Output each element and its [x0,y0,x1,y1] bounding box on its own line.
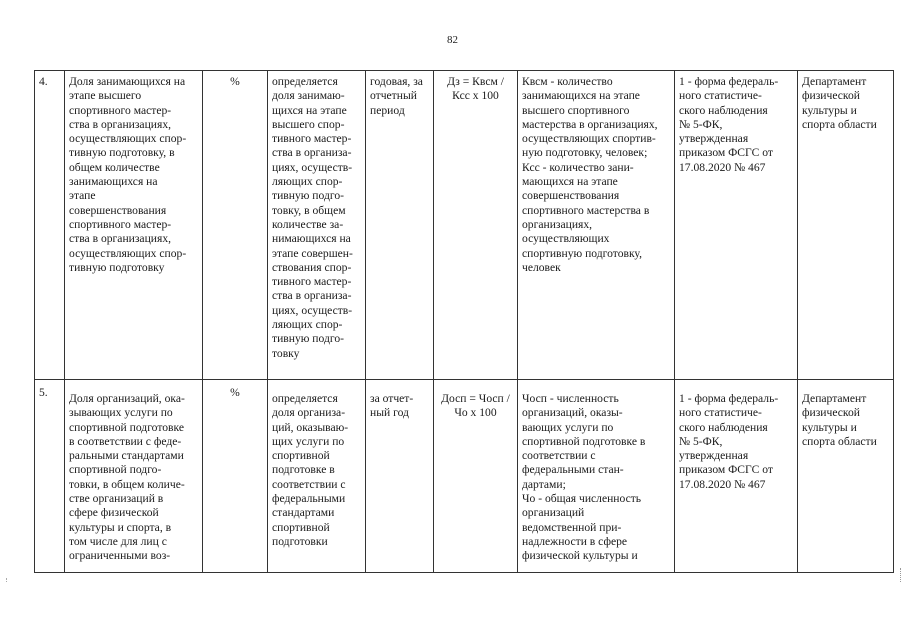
formula-cell: Дз = Квсм / Ксс х 100 [434,71,518,380]
page-number: 82 [447,34,458,46]
responsible-cell: Департамент физической культуры и спорта области [798,71,894,380]
period-cell: за отчет- ный год [366,380,434,573]
scan-edge-mark [6,578,11,582]
responsible-cell: Департамент физической культуры и спорта области [798,380,894,573]
definition-cell: определяется доля организа- ций, оказываю- щих услуги по спортивной подготовке в соответствии с федеральными стандартами спортивной подготовки [268,380,366,573]
period-cell: годовая, за отчетный период [366,71,434,380]
indicators-table [34,70,894,573]
unit-cell: % [203,380,268,573]
row-number-cell: 4. [35,71,65,380]
variables-cell: Квсм - количество занимающихся на этапе высшего спортивного мастерства в организациях, осуществляющих спортив- ную подготовку, человек; Ксс - количество зани- мающихся на этапе совершенствования спортивного мастерства в организациях, осуществляющих спортивную подготовку, человек [518,71,675,380]
row-number-cell: 5. [35,380,65,573]
formula-cell: Досп = Чосп / Чо х 100 [434,380,518,573]
table-row [35,380,894,573]
variables-cell: Чосп - численность организаций, оказы- вающих услуги по спортивной подготовке в соответствии с федеральными стан- дартами; Чо - общая численность организаций ведомственной при- надлежности в сфере физической культуры и [518,380,675,573]
table-row [35,71,894,380]
indicator-name-cell: Доля организаций, ока- зывающих услуги по спортивной подготовке в соответствии с феде- ральными стандартами спортивной подго- товки, в общем количе- стве организаций в сфере физической культуры и спорта, в том числе для лиц с ограниченными воз- [65,380,203,573]
definition-cell: определяется доля занимаю- щихся на этапе высшего спор- тивного мастер- ства в организа- циях, осуществ- ляющих спор- тивную подго- товку, в общем количестве за- нимающихся на этапе совершен- ствования спор- тивного мастер- ства в организа- циях, осуществ- ляющих спор- тивную подго- товку [268,71,366,380]
unit-cell: % [203,71,268,380]
indicator-name-cell: Доля занимающихся на этапе высшего спортивного мастер- ства в организациях, осуществляющих спор- тивную подготовку, в общем количестве занимающихся на этапе совершенствования спортивного мастер- ства в организациях, осуществляющих спор- тивную подготовку [65,71,203,380]
source-cell: 1 - форма федераль- ного статистиче- ского наблюдения № 5-ФК, утвержденная приказом ФСГС от 17.08.2020 № 467 [675,71,798,380]
scan-edge-mark [896,568,901,582]
source-cell: 1 - форма федераль- ного статистиче- ского наблюдения № 5-ФК, утвержденная приказом ФСГС от 17.08.2020 № 467 [675,380,798,573]
